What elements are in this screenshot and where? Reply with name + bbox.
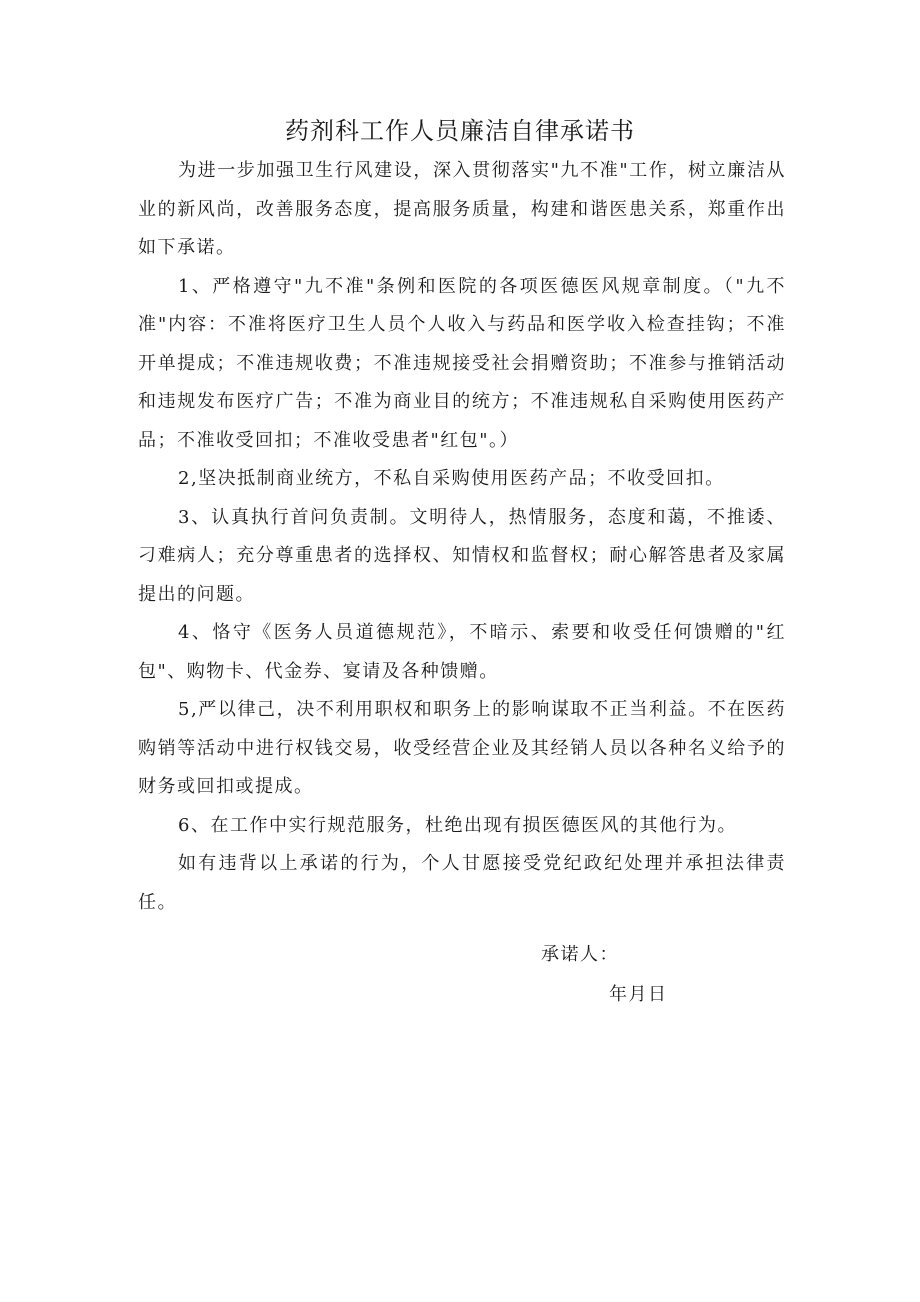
commitment-2: 2,坚决抵制商业统方，不私自采购使用医药产品；不收受回扣。 xyxy=(178,468,725,489)
commitment-4: 4、恪守《医务人员道德规范》，不暗示、索要和收受任何馈赠的"红包"、购物卡、代金券、宴请及各种馈赠。 xyxy=(138,622,786,682)
document-title: 药剂科工作人员廉洁自律承诺书 xyxy=(285,117,635,145)
signer-label: 承诺人： xyxy=(541,944,619,965)
closing-paragraph: 如有违背以上承诺的行为，个人甘愿接受党纪政纪处理并承担法律责任。 xyxy=(138,853,786,913)
commitment-6: 6、在工作中实行规范服务，杜绝出现有损医德医风的其他行为。 xyxy=(178,814,737,836)
date-label: 年月日 xyxy=(609,984,668,1005)
intro-paragraph: 为进一步加强卫生行风建设，深入贯彻落实"九不准"工作，树立廉洁从业的新风尚，改善服务态度，提高服务质量，构建和谐医患关系，郑重作出如下承诺。 xyxy=(138,160,786,258)
document-body xyxy=(138,152,786,922)
commitment-5: 5,严以律己，决不利用职权和职务上的影响谋取不正当利益。不在医药购销等活动中进行权钱交易，收受经营企业及其经销人员以各种名义给予的财务或回扣或提成。 xyxy=(138,699,786,797)
commitment-3: 3、认真执行首问负责制。文明待人，热情服务，态度和蔼，不推诿、刁难病人；充分尊重患者的选择权、知情权和监督权；耐心解答患者及家属提出的问题。 xyxy=(138,506,786,605)
commitment-1: 1、严格遵守"九不准"条例和医院的各项医德医风规章制度。（"九不准"内容：不准将医疗卫生人员个人收入与药品和医学收入检查挂钩；不准开单提成；不准违规收费；不准违规接受社会捐赠资助；不准参与推销活动和违规发布医疗广告；不准为商业目的统方；不准违规私自采购使用医药产品；不准收受回扣；不准收受患者"红包"。） xyxy=(138,275,786,451)
